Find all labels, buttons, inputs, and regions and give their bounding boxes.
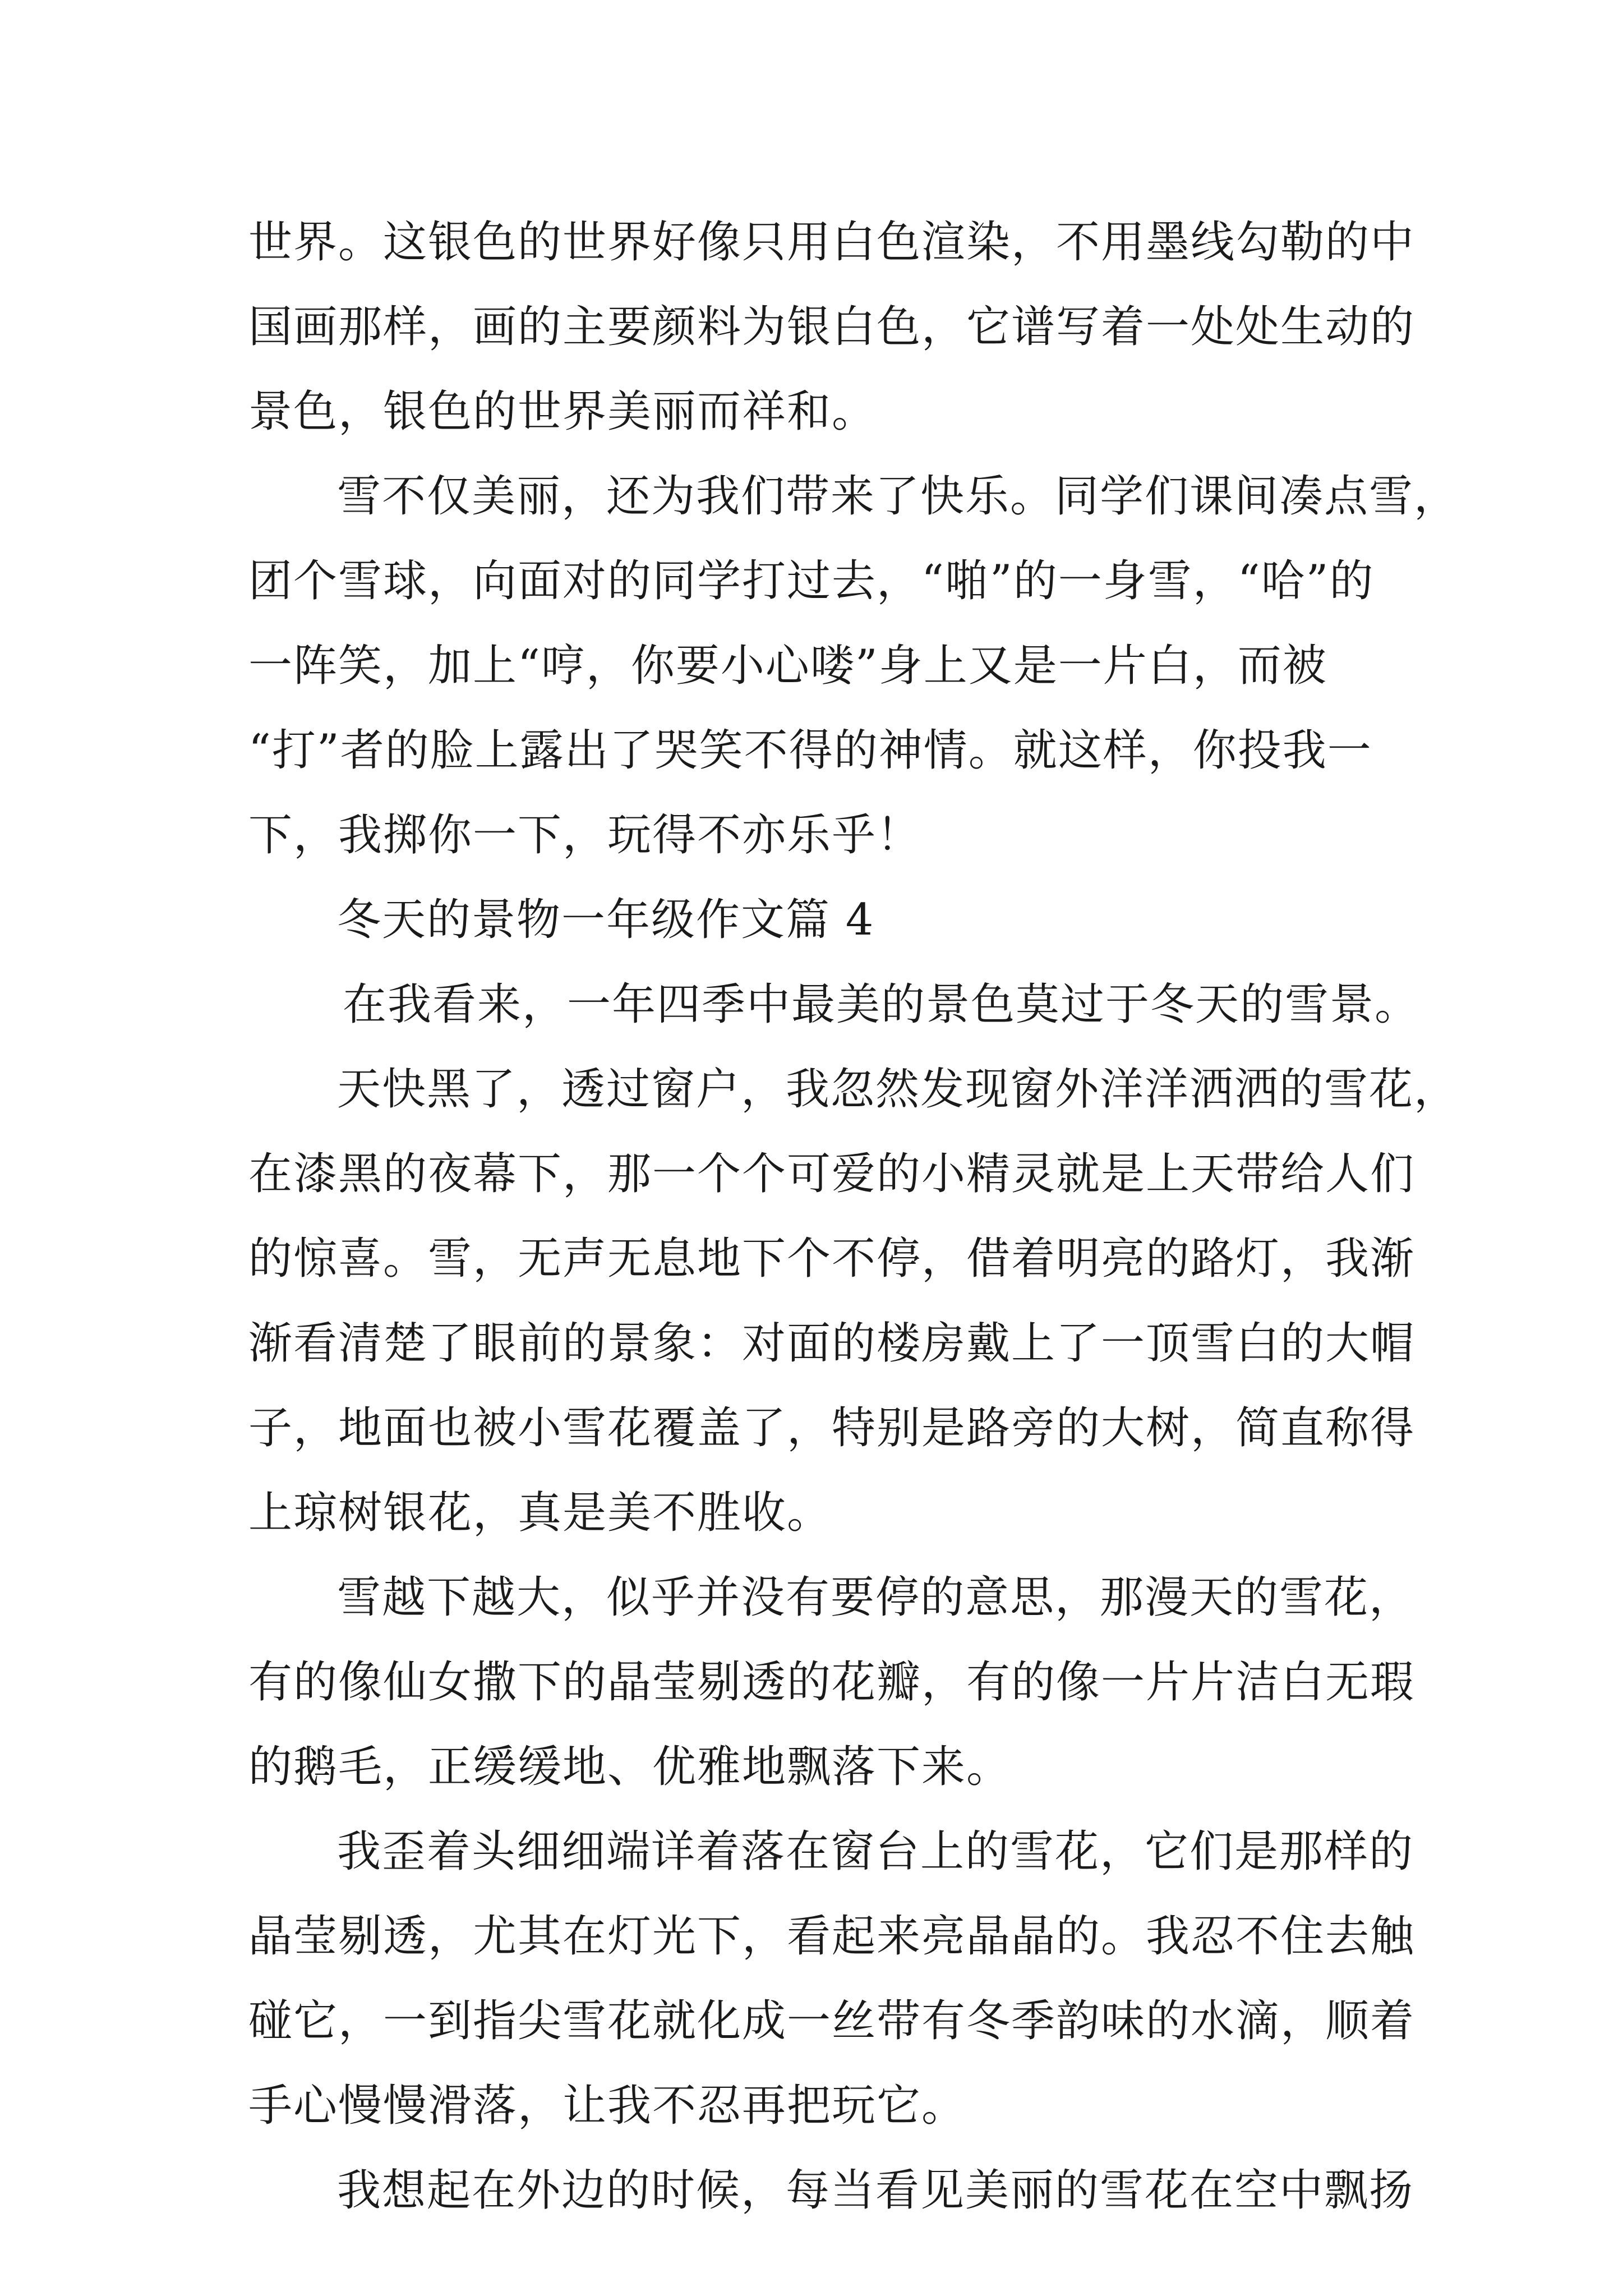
text-line: 上琼树银花，真是美不胜收。 xyxy=(248,1488,832,1538)
text-line: 子，地面也被小雪花覆盖了，特别是路旁的大树，简直称得 xyxy=(248,1403,1415,1453)
text-line: “打”者的脸上露出了哭笑不得的神情。就这样，你投我一 xyxy=(248,725,1372,776)
section-heading: 冬天的景物一年级作文篇 4 xyxy=(337,895,875,945)
text-line: 国画那样，画的主要颜料为银白色，它谱写着一处处生动的 xyxy=(248,302,1415,352)
paragraph-start-line: 我歪着头细细端详着落在窗台上的雪花，它们是那样的 xyxy=(337,1826,1414,1877)
text-line: 碰它，一到指尖雪花就化成一丝带有冬季韵味的水滴，顺着 xyxy=(248,1996,1415,2046)
text-line: 在漆黑的夜幕下，那一个个可爱的小精灵就是上天带给人们 xyxy=(248,1149,1415,1199)
text-line: 的惊喜。雪，无声无息地下个不停，借着明亮的路灯，我渐 xyxy=(248,1234,1415,1284)
text-line: 手心慢慢滑落，让我不忍再把玩它。 xyxy=(248,2081,967,2131)
paragraph-start-line: 雪越下越大，似乎并没有要停的意思，那漫天的雪花， xyxy=(337,1572,1414,1623)
paragraph-start-line: 我想起在外边的时候，每当看见美丽的雪花在空中飘扬 xyxy=(337,2165,1414,2216)
text-line: 晶莹剔透，尤其在灯光下，看起来亮晶晶的。我忍不住去触 xyxy=(248,1911,1415,1962)
paragraph-start-line: 天快黑了，透过窗户，我忽然发现窗外洋洋洒洒的雪花， xyxy=(337,1064,1459,1115)
text-line: 团个雪球，向面对的同学打过去，“啪”的一身雪，“哈”的 xyxy=(248,556,1375,606)
text-line: 的鹅毛，正缓缓地、优雅地飘落下来。 xyxy=(248,1742,1012,1792)
text-line: 下，我掷你一下，玩得不亦乐乎！ xyxy=(248,810,922,861)
paragraph-start-line: 在我看来，一年四季中最美的景色莫过于冬天的雪景。 xyxy=(343,979,1420,1030)
text-line: 渐看清楚了眼前的景象：对面的楼房戴上了一顶雪白的大帽 xyxy=(248,1318,1415,1369)
text-line: 世界。这银色的世界好像只用白色渲染，不用墨线勾勒的中 xyxy=(248,217,1415,268)
text-line: 一阵笑，加上“哼，你要小心喽”身上又是一片白，而被 xyxy=(248,641,1327,691)
text-line: 景色，银色的世界美丽而祥和。 xyxy=(248,386,877,437)
text-line: 有的像仙女撒下的晶莹剔透的花瓣，有的像一片片洁白无瑕 xyxy=(248,1657,1415,1708)
paragraph-start-line: 雪不仅美丽，还为我们带来了快乐。同学们课间凑点雪， xyxy=(337,471,1459,522)
